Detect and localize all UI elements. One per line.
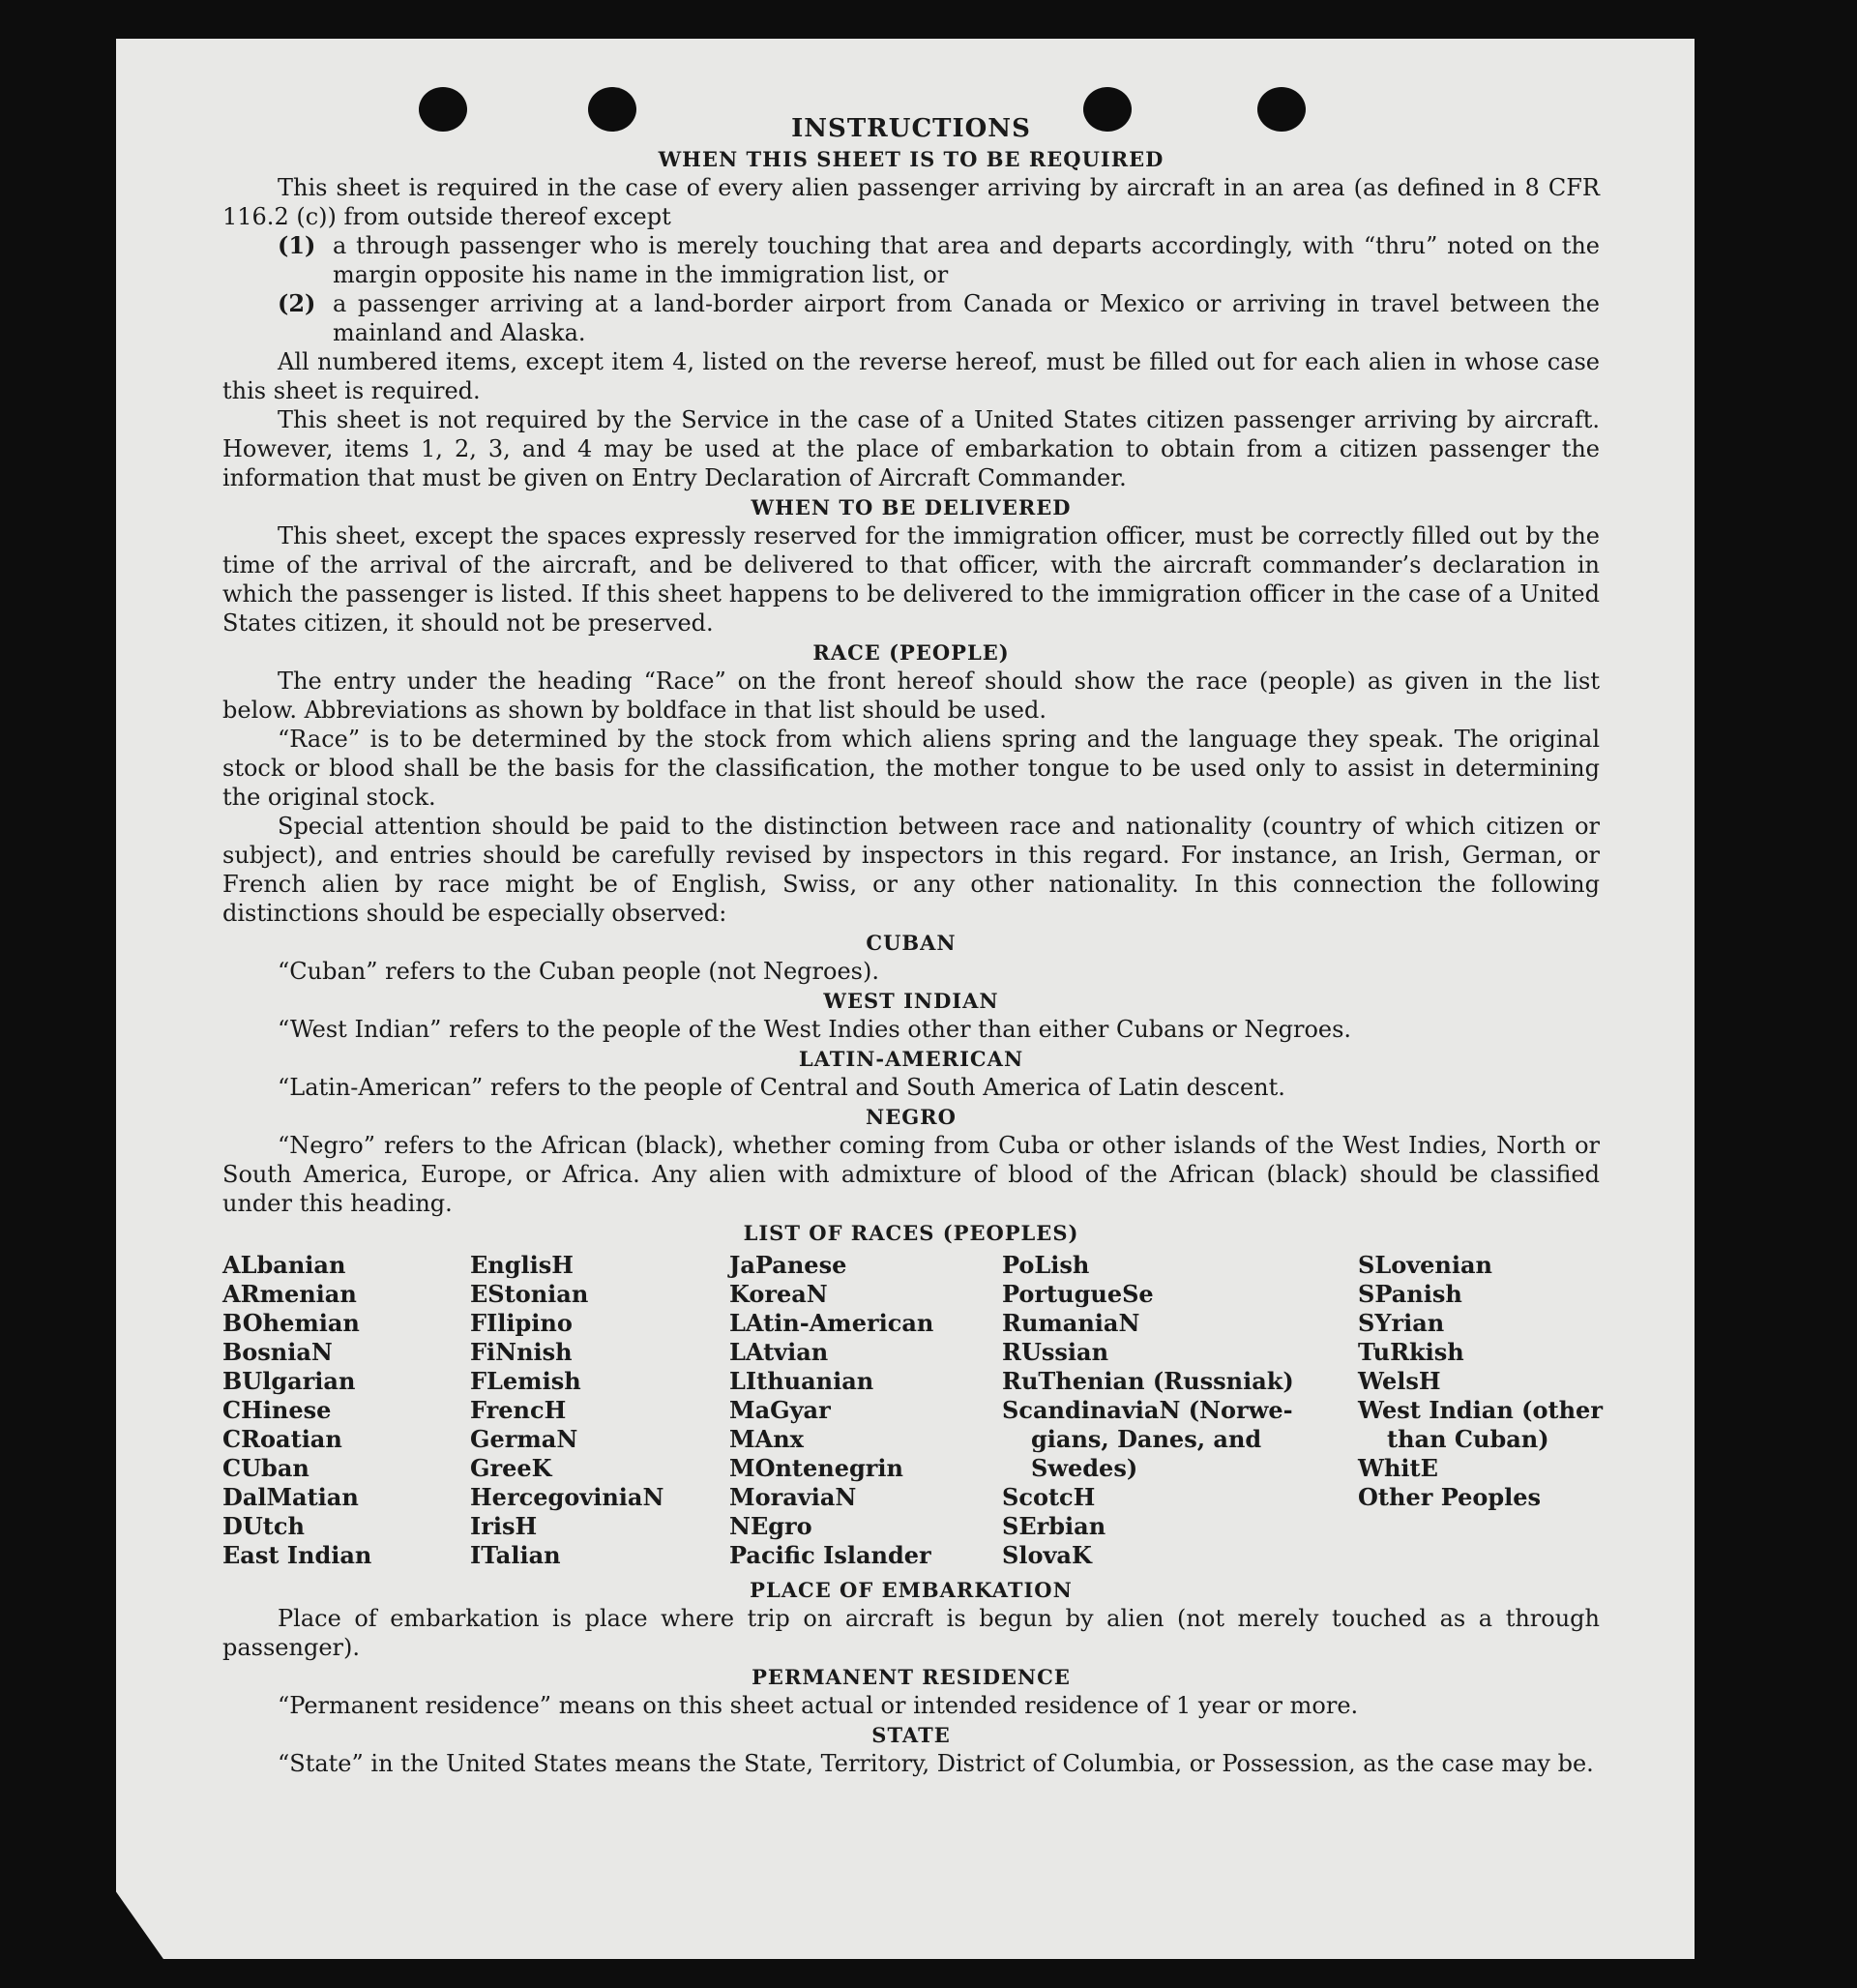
paragraph: “Cuban” refers to the Cuban people (not Negroes). (278, 958, 879, 985)
race-entry: SLovenian (1358, 1251, 1492, 1279)
race-entry: WelsH (1358, 1367, 1441, 1395)
page-title: INSTRUCTIONS (791, 114, 1031, 143)
section-heading: CUBAN (866, 931, 957, 955)
race-entry: CRoatian (222, 1425, 342, 1453)
race-entry: RUssian (1002, 1338, 1109, 1366)
race-entry: Swedes) (1031, 1454, 1138, 1482)
list-item (222, 289, 1600, 347)
race-entry: EStonian (470, 1280, 589, 1308)
item-text: a passenger arriving at a land-border airport from Canada or Mexico or arriving in travel between the mainland and Alaska. (333, 290, 1600, 346)
race-entry: CUban (222, 1454, 310, 1482)
race-entry: MoraviaN (729, 1483, 857, 1511)
item-number: (1) (278, 231, 316, 259)
race-entry: FrencH (470, 1396, 567, 1424)
race-entry: GreeK (470, 1454, 552, 1482)
paragraph: “Race” is to be determined by the stock from which aliens spring and the language they speak. The original stock or blood shall be the basis for the classification, the mother tongue to be used only to assist in determining the original stock. (222, 726, 1600, 811)
paragraph: “State” in the United States means the State, Territory, District of Columbia, or Possession, as the case may be. (278, 1750, 1594, 1777)
section-heading: LATIN-AMERICAN (798, 1047, 1024, 1071)
race-entry: FIlipino (470, 1309, 573, 1337)
race-entry: ALbanian (222, 1251, 346, 1279)
section-heading: PERMANENT RESIDENCE (752, 1665, 1071, 1689)
race-entry: MaGyar (729, 1396, 831, 1424)
document-body (222, 114, 1603, 1778)
section-heading: LIST OF RACES (PEOPLES) (743, 1221, 1079, 1245)
paragraph: Special attention should be paid to the distinction between race and nationality (country of which citizen or subject), and entries should be carefully revised by inspectors in this regard. For instance, an Irish, German, or French alien by race might be of English, Swiss, or any other nationality. In this connection the following distinctions should be especially observed: (222, 813, 1600, 927)
races-column (729, 1251, 1002, 1570)
section-heading: WEST INDIAN (823, 989, 999, 1013)
paragraph: The entry under the heading “Race” on the front hereof should show the race (people) as given in the list below. Abbreviations as shown by boldface in that list should be used. (222, 668, 1600, 724)
race-entry: EnglisH (470, 1251, 574, 1279)
race-entry: BOhemian (222, 1309, 360, 1337)
section-heading: PLACE OF EMBARKATION (750, 1578, 1073, 1602)
paragraph: “West Indian” refers to the people of the West Indies other than either Cubans or Negroes. (278, 1016, 1352, 1043)
race-entry: WhitE (1358, 1454, 1438, 1482)
list-item (222, 231, 1600, 289)
paragraph: “Permanent residence” means on this sheet actual or intended residence of 1 year or more. (278, 1692, 1359, 1719)
races-column (1002, 1251, 1358, 1570)
race-entry: LAtvian (729, 1338, 829, 1366)
race-entry: LIthuanian (729, 1367, 874, 1395)
races-column (222, 1251, 470, 1570)
paragraph: This sheet is not required by the Service in the case of a United States citizen passenger arriving by aircraft. However, items 1, 2, 3, and 4 may be used at the place of embarkation to obtain from a citizen passenger the information that must be given on Entry Declaration of Aircraft Commander. (222, 406, 1600, 491)
paragraph: “Latin-American” refers to the people of Central and South America of Latin descent. (278, 1074, 1285, 1101)
race-entry: FiNnish (470, 1338, 573, 1366)
race-entry: East Indian (222, 1541, 372, 1569)
race-entry: HercegoviniaN (470, 1483, 664, 1511)
paragraph: This sheet is required in the case of every alien passenger arriving by aircraft in an area (as defined in 8 CFR 116.2 (c)) from outside thereof except (222, 174, 1600, 230)
race-entry: Other Peoples (1358, 1483, 1542, 1511)
race-entry: NEgro (729, 1512, 812, 1540)
races-column (1358, 1251, 1603, 1570)
race-entry: MOntenegrin (729, 1454, 903, 1482)
paragraph: Place of embarkation is place where trip on aircraft is begun by alien (not merely touched as a through passenger). (222, 1605, 1600, 1661)
race-entry: BUlgarian (222, 1367, 356, 1395)
section-heading: NEGRO (866, 1105, 957, 1129)
race-entry: RuThenian (Russniak) (1002, 1367, 1294, 1395)
race-entry: SPanish (1358, 1280, 1462, 1308)
race-entry: PoLish (1002, 1251, 1090, 1279)
race-entry: ITalian (470, 1541, 561, 1569)
item-text: a through passenger who is merely touching that area and departs accordingly, with “thru” noted on the margin opposite his name in the immigration list, or (333, 232, 1600, 288)
race-entry: FLemish (470, 1367, 581, 1395)
race-entry: ARmenian (222, 1280, 357, 1308)
paragraph: This sheet, except the spaces expressly reserved for the immigration officer, must be correctly filled out by the time of the arrival of the aircraft, and be delivered to that officer, with the aircraft commander’s declaration in which the passenger is listed. If this sheet happens to be delivered to the immigration officer in the case of a United States citizen, it should not be preserved. (222, 522, 1600, 637)
race-entry: West Indian (other (1358, 1396, 1603, 1424)
race-entry: IrisH (470, 1512, 538, 1540)
races-column (470, 1251, 729, 1570)
race-entry: SlovaK (1002, 1541, 1092, 1569)
race-entry: TuRkish (1358, 1338, 1464, 1366)
race-entry: DalMatian (222, 1483, 359, 1511)
race-entry: KoreaN (729, 1280, 828, 1308)
races-list (222, 1251, 1603, 1570)
race-entry: than Cuban) (1387, 1425, 1549, 1453)
race-entry: Pacific Islander (729, 1541, 931, 1569)
race-entry: DUtch (222, 1512, 305, 1540)
race-entry: JaPanese (729, 1251, 847, 1279)
paragraph: All numbered items, except item 4, listed on the reverse hereof, must be filled out for each alien in whose case this sheet is required. (222, 348, 1600, 404)
section-heading: STATE (871, 1723, 951, 1747)
race-entry: ScotcH (1002, 1483, 1096, 1511)
race-entry: ScandinaviaN (Norwe- (1002, 1396, 1293, 1424)
section-heading: WHEN THIS SHEET IS TO BE REQUIRED (658, 147, 1164, 171)
race-entry: SYrian (1358, 1309, 1445, 1337)
section-heading: WHEN TO BE DELIVERED (751, 495, 1072, 519)
race-entry: PortugueSe (1002, 1280, 1154, 1308)
section-heading: RACE (PEOPLE) (812, 640, 1010, 665)
paragraph: “Negro” refers to the African (black), whether coming from Cuba or other islands of the West Indies, North or South America, Europe, or Africa. Any alien with admixture of blood of the African (black) should be classified under this heading. (222, 1132, 1600, 1217)
race-entry: LAtin-American (729, 1309, 934, 1337)
item-number: (2) (278, 289, 316, 317)
race-entry: gians, Danes, and (1031, 1425, 1262, 1453)
race-entry: GermaN (470, 1425, 578, 1453)
race-entry: CHinese (222, 1396, 332, 1424)
race-entry: BosniaN (222, 1338, 333, 1366)
race-entry: SErbian (1002, 1512, 1106, 1540)
race-entry: RumaniaN (1002, 1309, 1140, 1337)
race-entry: MAnx (729, 1425, 804, 1453)
